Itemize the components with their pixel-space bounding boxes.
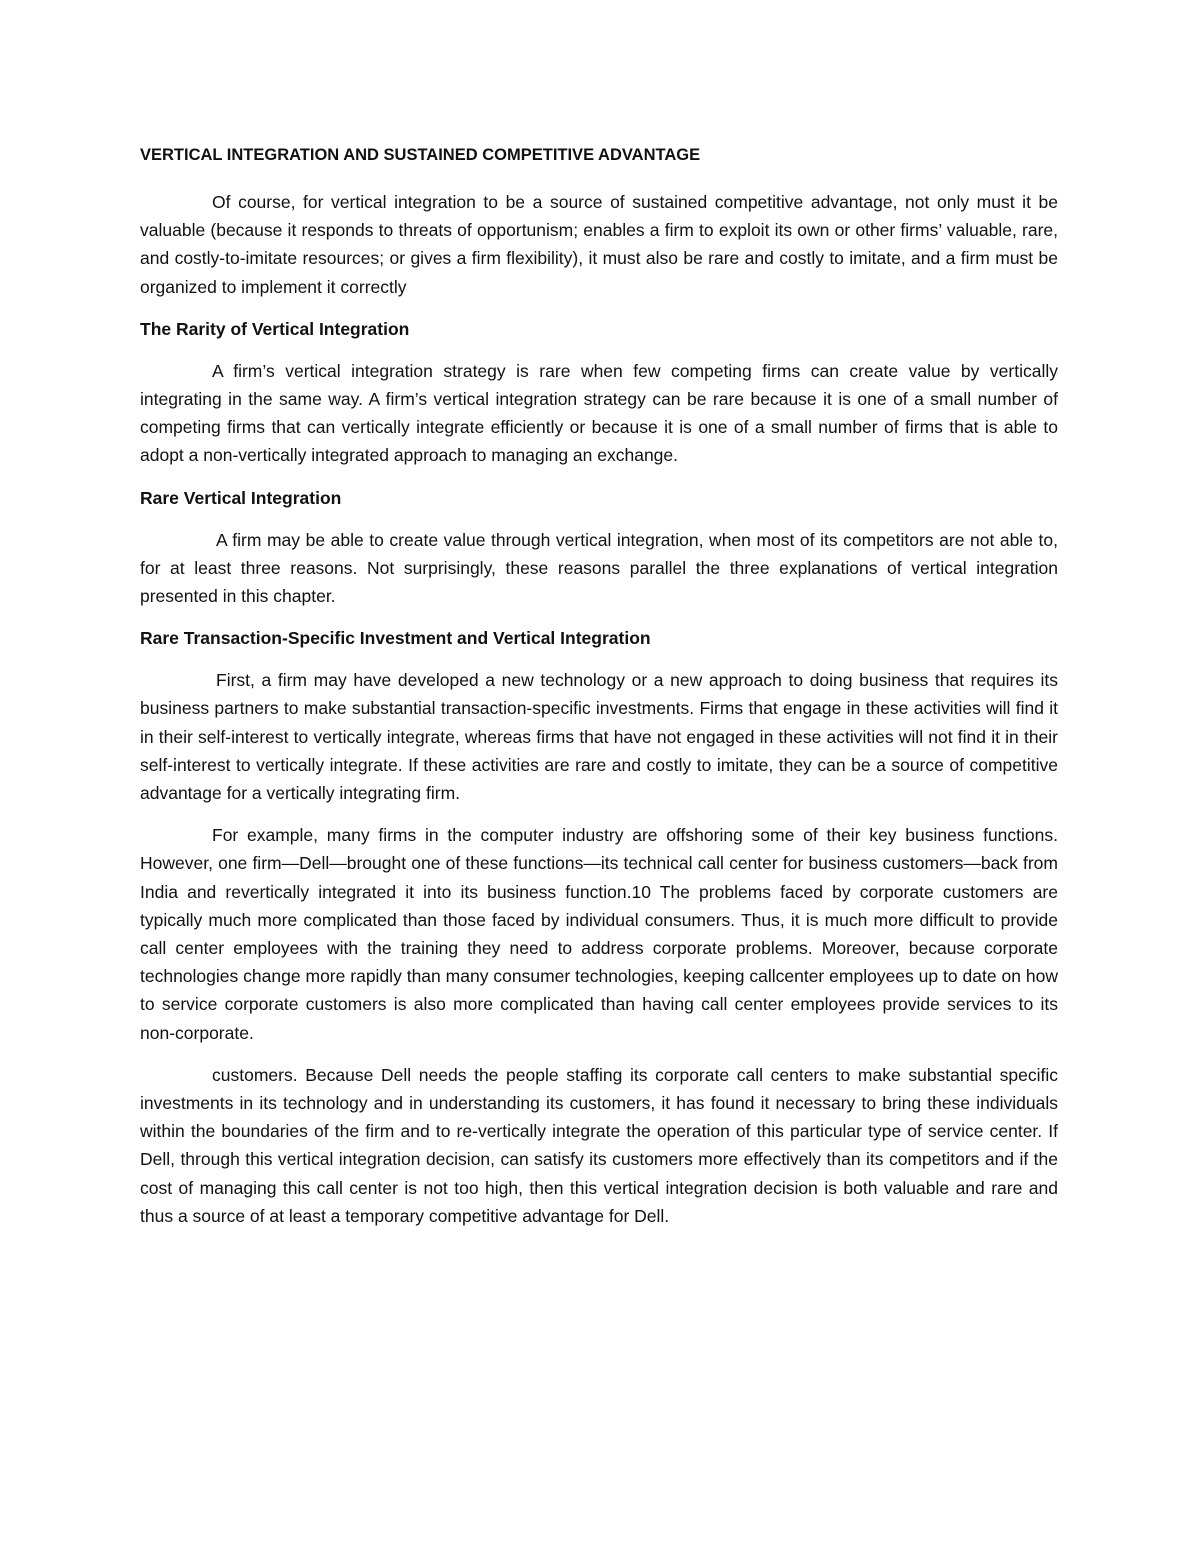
rarity-paragraph: A firm’s vertical integration strategy is rare when few competing firms can create value by vertically integrating in the same way. A firm’s vertical integration strategy can be rare because it is one of a small number of competing firms that can vertically integrate efficiently or because it is one of a small number of firms that is able to adopt a non-vertically integrated approach to managing an exchange. bbox=[140, 360, 1058, 466]
document-title: VERTICAL INTEGRATION AND SUSTAINED COMPETITIVE ADVANTAGE bbox=[140, 146, 701, 164]
dell-example-paragraph: For example, many firms in the computer industry are offshoring some of their key business functions. However, one firm—Dell—brought one of these functions—its technical call center for business customers—back from India and revertically integrated it into its business function.10 The problems faced by corporate customers are typically much more complicated than those faced by individual consumers. Thus, it is much more difficult to provide call center employees with the training they need to address corporate problems. Moreover, because corporate technologies change more rapidly than many consumer technologies, keeping callcenter employees up to date on how to service corporate customers is also more complicated than having call center employees provide services to its non-corporate. bbox=[140, 825, 1058, 1043]
dell-customers-paragraph: customers. Because Dell needs the people staffing its corporate call centers to make substantial specific investments in its technology and in understanding its customers, it has found it necessary to bring these individuals within the boundaries of the firm and to re-vertically integrate the operation of this particular type of service center. If Dell, through this vertical integration decision, can satisfy its customers more effectively than its competitors and if the cost of managing this call center is not too high, then this vertical integration decision is both valuable and rare and thus a source of at least a temporary competitive advantage for Dell. bbox=[140, 1064, 1058, 1226]
section-heading-rarity: The Rarity of Vertical Integration bbox=[140, 318, 410, 339]
rare-vertical-integration-paragraph: A firm may be able to create value through vertical integration, when most of its competitors are not able to, for at least three reasons. Not surprisingly, these reasons parallel the three explanations of vertical integration presented in this chapter. bbox=[140, 529, 1058, 607]
document-page bbox=[140, 140, 1058, 1244]
intro-paragraph: Of course, for vertical integration to be a source of sustained competitive advantage, not only must it be valuable (because it responds to threats of opportunism; enables a firm to exploit its own or other firms’ valuable, rare, and costly-to-imitate resources; or gives a firm flexibility), it must also be rare and costly to imitate, and a firm must be organized to implement it correctly bbox=[140, 192, 1058, 297]
section-heading-rare-vertical-integration: Rare Vertical Integration bbox=[140, 487, 342, 508]
section-heading-transaction-specific: Rare Transaction-Specific Investment and Vertical Integration bbox=[140, 628, 651, 649]
transaction-specific-paragraph-1: First, a firm may have developed a new technology or a new approach to doing business that requires its business partners to make substantial transaction-specific investments. Firms that engage in these activities will find it in their self-interest to vertically integrate, whereas firms that have not engaged in these activities will not find it in their self-interest to vertically integrate. If these activities are rare and costly to imitate, they can be a source of competitive advantage for a vertically integrating firm. bbox=[140, 670, 1058, 804]
